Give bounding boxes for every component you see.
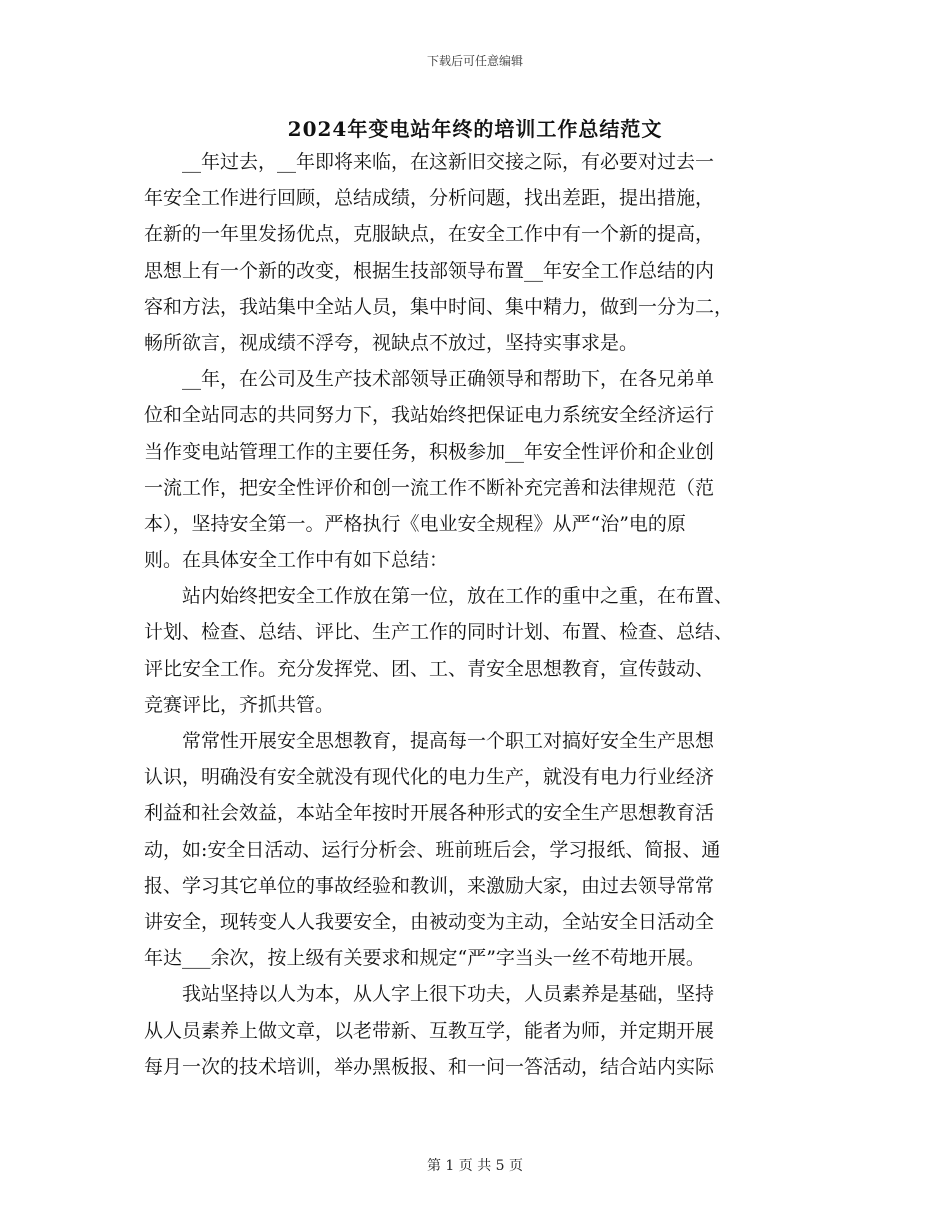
text-line: 则。在具体安全工作中有如下总结： (144, 549, 449, 572)
paragraph-5 (144, 976, 814, 1085)
text-line: 思想上有一个新的改变，根据生技部领导布置__年安全工作总结的内 (144, 259, 715, 282)
page-header-note: 下载后可任意编辑 (426, 54, 523, 68)
text-line: 竞赛评比，齐抓共管。 (144, 693, 335, 716)
text-line: 认识，明确没有安全就没有现代化的电力生产，就没有电力行业经济 (144, 766, 715, 789)
text-line: 位和全站同志的共同努力下，我站始终把保证电力系统安全经济运行 (144, 404, 715, 427)
text-line: 常常性开展安全思想教育，提高每一个职工对搞好安全生产思想 (182, 730, 715, 752)
text-line: __年过去，__年即将来临，在这新旧交接之际，有必要对过去一 (182, 151, 715, 173)
text-line: 利益和社会效益，本站全年按时开展各种形式的安全生产思想教育活 (144, 802, 715, 825)
paragraph-4 (144, 723, 814, 976)
text-line: 畅所欲言，视成绩不浮夸，视缺点不放过，坚持实事求是。 (144, 331, 639, 354)
text-line: 评比安全工作。充分发挥党、团、工、青安全思想教育，宣传鼓动、 (144, 657, 715, 680)
paragraph-1 (144, 144, 814, 361)
text-line: 一流工作，把安全性评价和创一流工作不断补充完善和法律规范（范 (144, 476, 715, 499)
text-line: 计划、检查、总结、评比、生产工作的同时计划、布置、检查、总结、 (144, 621, 734, 644)
document-body (144, 144, 814, 1085)
paragraph-2 (144, 361, 814, 578)
text-line: 动，如:安全日活动、运行分析会、班前班后会，学习报纸、简报、通 (144, 838, 721, 861)
text-line: 本），坚持安全第一。严格执行《电业安全规程》从严“治”电的原 (144, 512, 686, 535)
text-line: 在新的一年里发扬优点，克服缺点，在安全工作中有一个新的提高， (144, 223, 715, 246)
text-line: 容和方法，我站集中全站人员，集中时间、集中精力，做到一分为二， (144, 295, 734, 318)
text-line: 年达___余次，按上级有关要求和规定“严”字当头一丝不苟地开展。 (144, 947, 705, 970)
document-title: 2024年变电站年终的培训工作总结范文 (287, 117, 663, 141)
text-line: 讲安全，现转变人人我要安全，由被动变为主动，全站安全日活动全 (144, 910, 715, 933)
text-line: 站内始终把安全工作放在第一位，放在工作的重中之重，在布置、 (182, 585, 734, 608)
text-line: 我站坚持以人为本，从人字上很下功夫，人员素养是基础，坚持 (182, 983, 715, 1006)
paragraph-3 (144, 578, 814, 723)
text-line: 当作变电站管理工作的主要任务，积极参加__年安全性评价和企业创 (144, 440, 715, 463)
text-line: __年，在公司及生产技术部领导正确领导和帮助下，在各兄弟单 (182, 368, 715, 391)
text-line: 每月一次的技术培训，举办黑板报、和一问一答活动，结合站内实际 (144, 1055, 715, 1078)
text-line: 年安全工作进行回顾，总结成绩，分析问题，找出差距，提出措施， (144, 187, 715, 210)
text-line: 报、学习其它单位的事故经验和教训，来激励大家，由过去领导常常 (144, 874, 715, 897)
text-line: 从人员素养上做文章，以老带新、互教互学，能者为师，并定期开展 (144, 1019, 715, 1042)
page-number: 第 1 页 共 5 页 (426, 1158, 524, 1174)
